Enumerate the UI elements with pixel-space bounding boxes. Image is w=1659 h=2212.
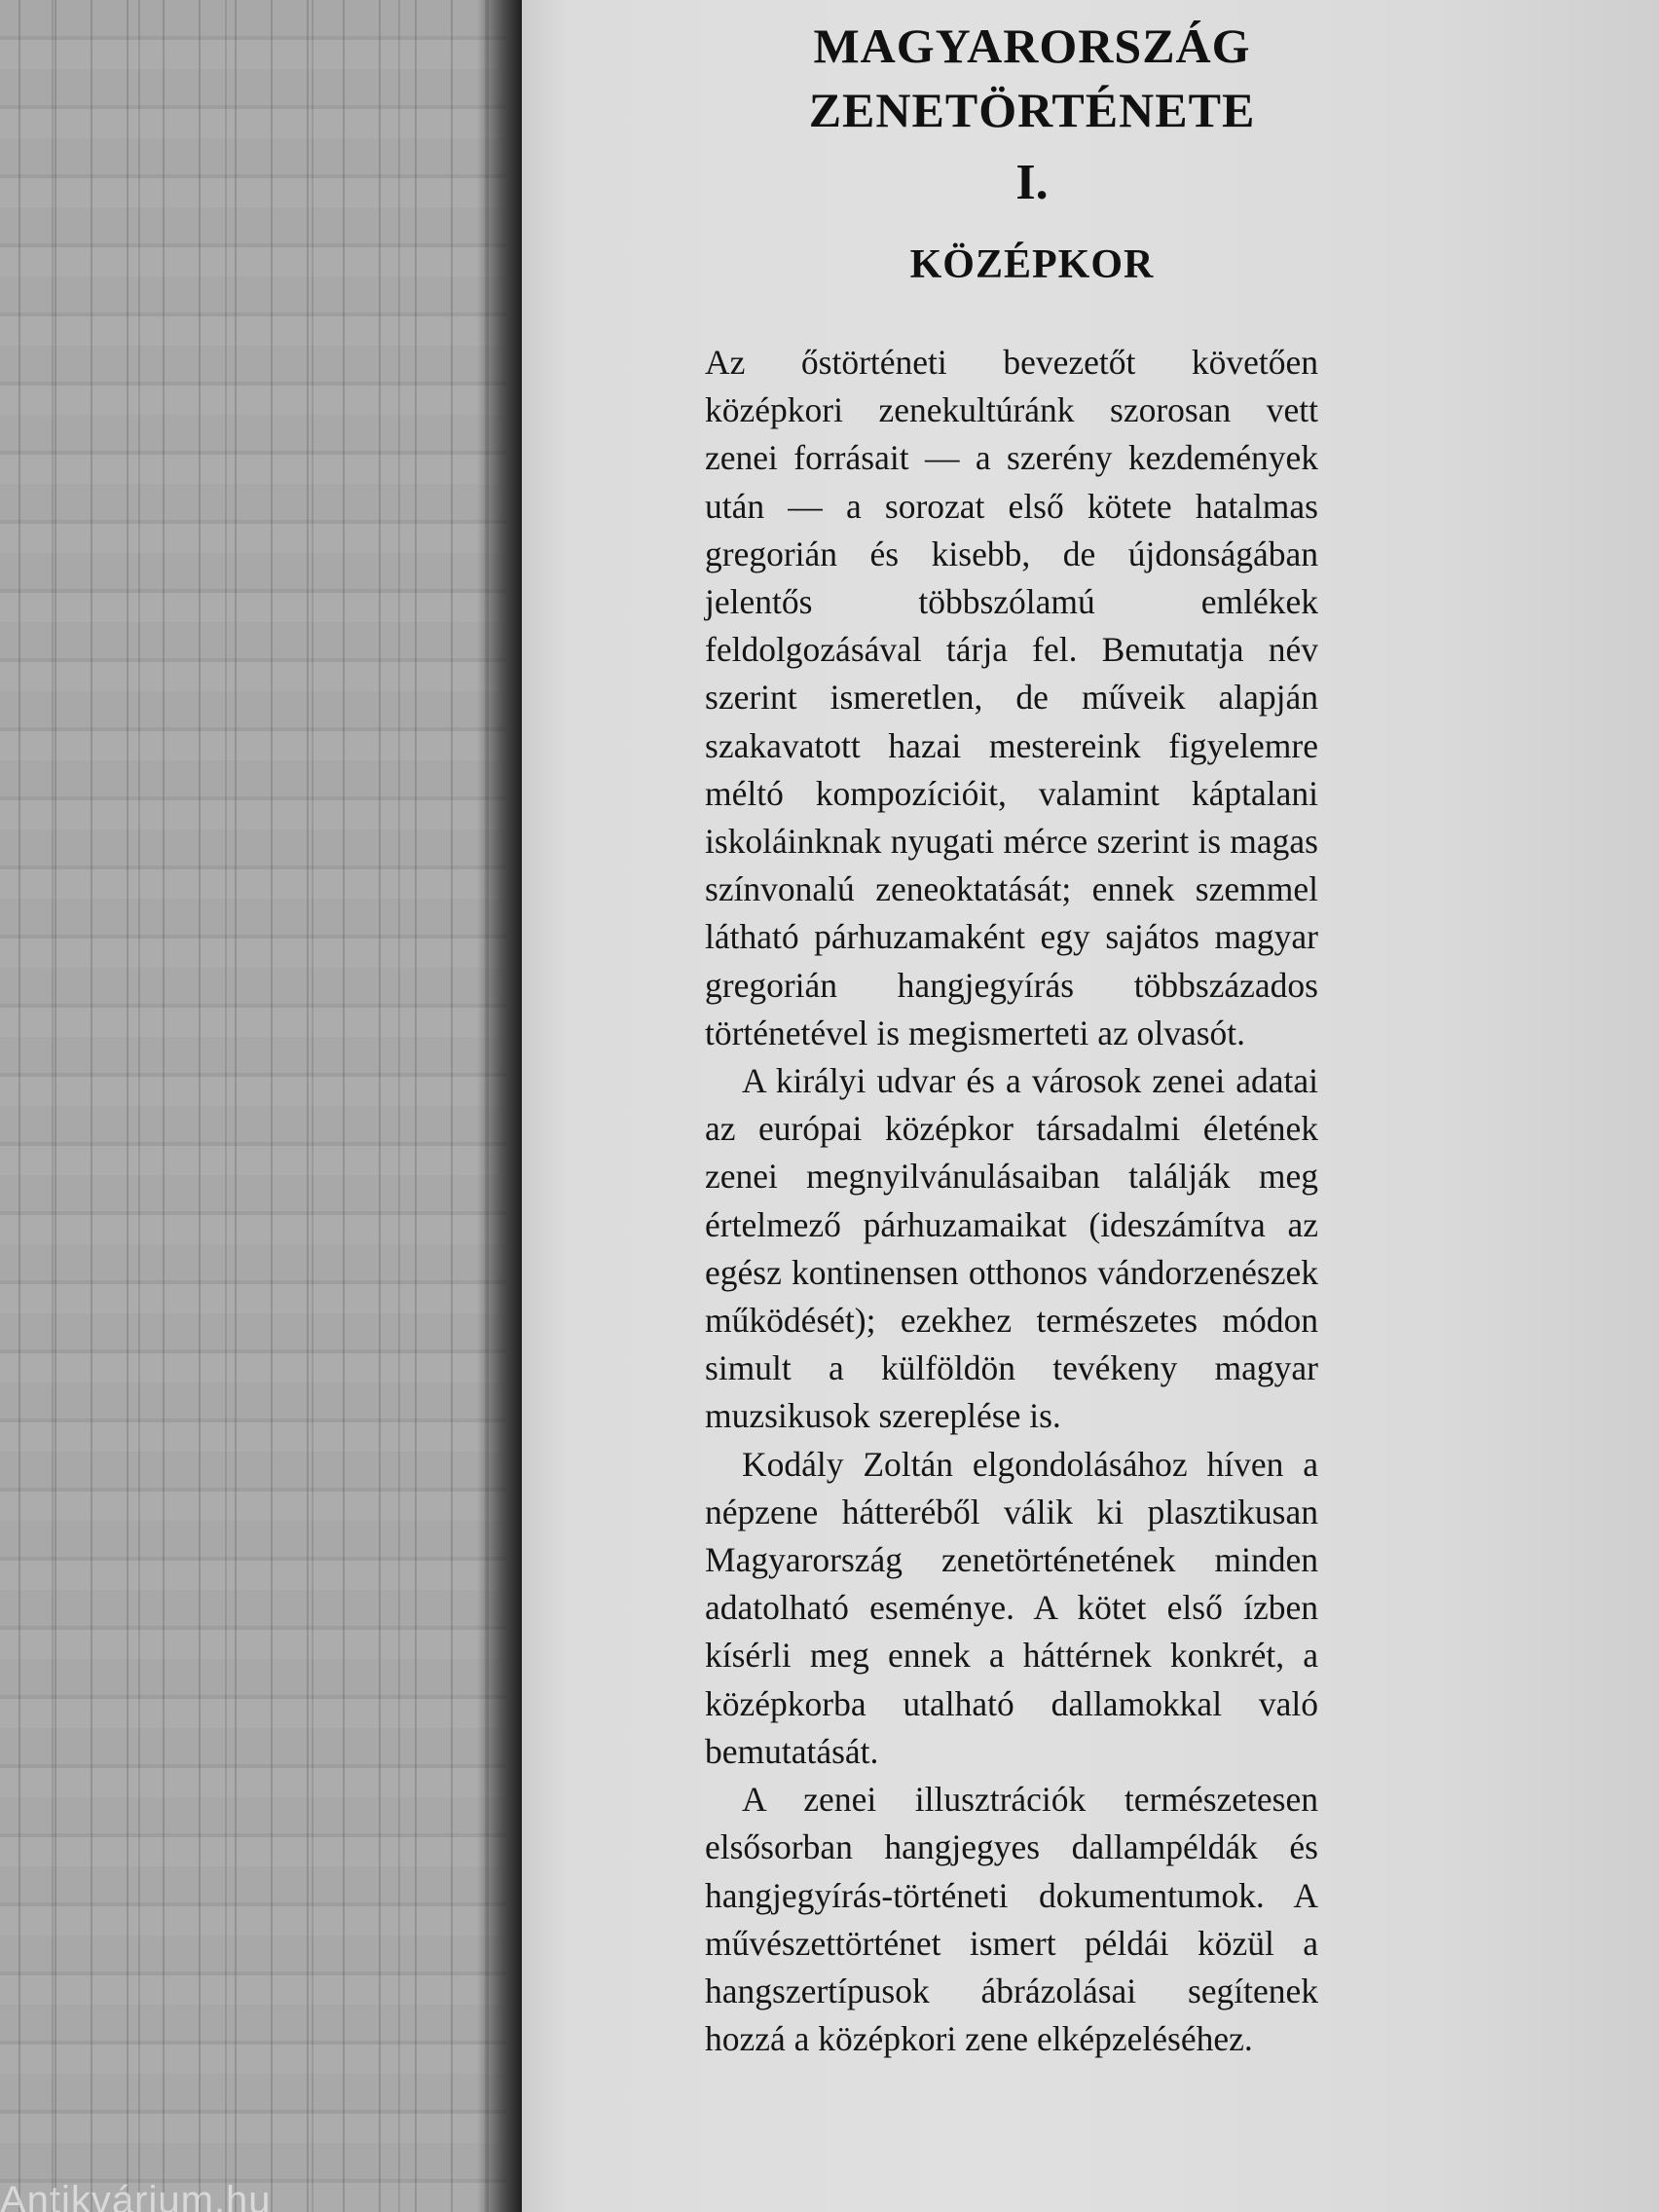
subtitle: KÖZÉPKOR bbox=[909, 242, 1155, 287]
paragraph: Az őstörténeti bevezetőt követően középkori zenekultúránk szorosan vett zenei forrásait — a szerény kezdemények után — a sorozat első kötete hatalmas gregorián és kisebb, de újdonságában jelentős többszólamú emlékek feldolgozásával tárja fel. Bemutatja név szerint ismeretlen, de műveik alapján szakavatott hazai mestereink figyelemre méltó kompozícióit, valamint káptalani iskoláinknak nyugati mérce szerint is magas színvonalú zeneoktatását; ennek szemmel látható párhuzamaként egy sajátos magyar gregorián hangjegyírás többszázados történetével is megismerteti az olvasót. bbox=[705, 343, 1318, 1052]
title-line-1: MAGYARORSZÁG bbox=[813, 18, 1251, 73]
paragraph: Kodály Zoltán elgondolásához híven a népzene hátteréből válik ki plasztikusan Magyarország zenetörténetének minden adatolható eseménye. A kötet első ízben kísérli meg ennek a háttérnek konkrét, a középkorba utalható dallamokkal való bemutatását. bbox=[705, 1444, 1318, 1771]
flap-page bbox=[522, 0, 1659, 2212]
book-cover-panel bbox=[0, 0, 506, 2212]
title-line-2: ZENETÖRTÉNETE bbox=[808, 83, 1256, 137]
body-text bbox=[705, 339, 1318, 2063]
volume-number: I. bbox=[1015, 155, 1049, 210]
paragraph: A királyi udvar és a városok zenei adatai az európai középkor társadalmi életének zenei megnyilvánulásaiban találják meg értelmező párhuzamaikat (ideszámítva az egész kontinensen otthonos vándorzenészek működését); ezekhez természetes módon simult a külföldön tevékeny magyar muzsikusok szereplése is. bbox=[705, 1061, 1318, 1436]
watermark: Antikvárium.hu bbox=[0, 2179, 272, 2212]
paragraph: A zenei illusztrációk természetesen elsősorban hangjegyes dallampéldák és hangjegyírás-történeti dokumentumok. A művészettörténet ismert példái közül a hangszertípusok ábrázolásai segítenek hozzá a középkori zene elképzeléséhez. bbox=[705, 1780, 1318, 2059]
spine-shadow bbox=[477, 0, 524, 2212]
